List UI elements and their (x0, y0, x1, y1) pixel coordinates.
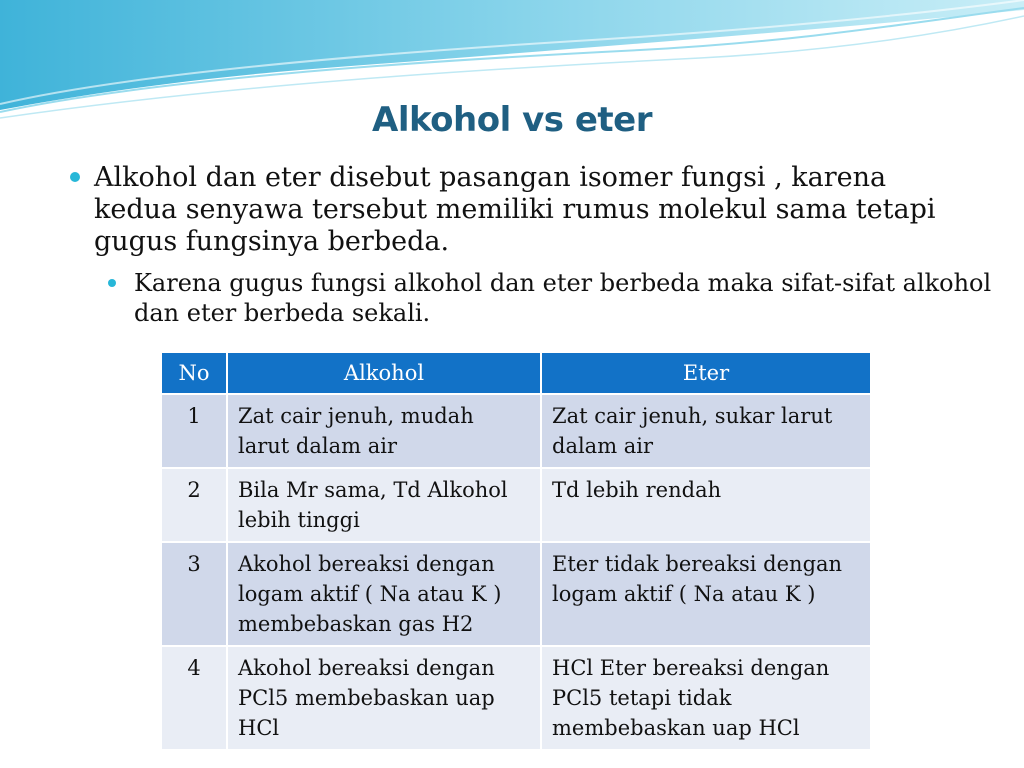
cell-alkohol: Bila Mr sama, Td Alkohol lebih tinggi (227, 468, 541, 542)
cell-eter: Zat cair jenuh, sukar larut dalam air (541, 394, 871, 468)
cell-eter: Eter tidak bereaksi dengan logam aktif ( Na atau K ) (541, 542, 871, 646)
table-row (161, 394, 871, 468)
bullet-sub (108, 268, 994, 328)
table-row (161, 542, 871, 646)
cell-no: 2 (161, 468, 227, 542)
table-row (161, 646, 871, 750)
header-eter: Eter (541, 352, 871, 394)
table-row (161, 468, 871, 542)
header-alkohol: Alkohol (227, 352, 541, 394)
cell-no: 3 (161, 542, 227, 646)
bullet-dot-icon (70, 172, 80, 182)
cell-eter: HCl Eter bereaksi dengan PCl5 tetapi tidak membebaskan uap HCl (541, 646, 871, 750)
bullet-main-text: Alkohol dan eter disebut pasangan isomer fungsi , karena kedua senyawa tersebut memiliki rumus molekul sama tetapi gugus fungsinya berbeda. (94, 162, 936, 257)
bullet-dot-icon (108, 279, 116, 287)
comparison-table (160, 351, 872, 751)
cell-alkohol: Akohol bereaksi dengan PCl5 membebaskan uap HCl (227, 646, 541, 750)
bullet-sub-text: Karena gugus fungsi alkohol dan eter berbeda maka sifat-sifat alkohol dan eter berbeda sekali. (134, 269, 992, 327)
slide-title: Alkohol vs eter (372, 100, 652, 140)
table-header-row (161, 352, 871, 394)
cell-alkohol: Zat cair jenuh, mudah larut dalam air (227, 394, 541, 468)
cell-no: 1 (161, 394, 227, 468)
bullet-main (70, 162, 974, 258)
cell-no: 4 (161, 646, 227, 750)
header-no: No (161, 352, 227, 394)
cell-eter: Td lebih rendah (541, 468, 871, 542)
cell-alkohol: Akohol bereaksi dengan logam aktif ( Na atau K ) membebaskan gas H2 (227, 542, 541, 646)
